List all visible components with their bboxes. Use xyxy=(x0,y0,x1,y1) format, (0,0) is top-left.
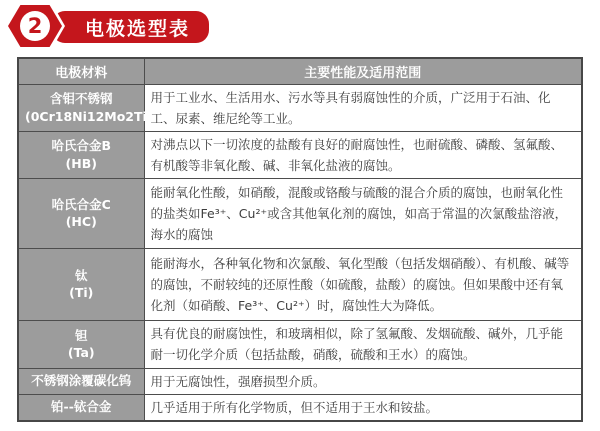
table-row xyxy=(18,84,582,131)
material-cell xyxy=(18,178,144,248)
table-header-row xyxy=(18,58,582,84)
section-title-pill xyxy=(52,11,209,43)
material-name: 钽 xyxy=(74,327,88,343)
material-code: (0Cr18Ni12Mo2Ti) xyxy=(25,108,153,124)
material-code: (Ta) xyxy=(67,345,95,360)
material-cell xyxy=(18,394,144,421)
description-cell: 用于无腐蚀性，强磨损型介质。 xyxy=(144,368,582,394)
material-cell xyxy=(18,131,144,178)
description-cell: 能耐海水，各种氧化物和次氯酸、氧化型酸（包括发烟硝酸）、有机酸、碱等的腐蚀，不耐较纯的还原性酸（如硫酸，盐酸）的腐蚀。但如果酸中还有氧化剂（如硝酸、Fe³⁺、Cu²⁺）时，腐蚀性大为降低。 xyxy=(144,248,582,320)
material-name: 哈氏合金B xyxy=(51,138,112,153)
badge-circle xyxy=(20,11,50,41)
material-name: 不锈钢涂覆碳化钨 xyxy=(31,373,132,389)
material-cell xyxy=(18,320,144,368)
section-title: 电极选型表 xyxy=(84,17,190,40)
table-row xyxy=(18,131,582,178)
material-code: (Ti) xyxy=(69,285,94,300)
column-header-performance: 主要性能及适用范围 xyxy=(144,58,582,84)
material-cell xyxy=(18,84,153,131)
material-name: 哈氏合金C xyxy=(51,196,111,212)
material-code: (HB) xyxy=(65,155,97,171)
description-cell: 几乎适用于所有化学物质，但不适用于王水和铵盐。 xyxy=(144,394,582,421)
material-cell xyxy=(18,248,144,320)
electrode-selection-table xyxy=(17,57,583,422)
description-cell: 用于工业水、生活用水、污水等具有弱腐蚀性的介质，广泛用于石油、化工、尿素、维尼纶等工业。 xyxy=(144,84,582,131)
material-name: 含钼不锈钢 xyxy=(49,91,113,106)
description-cell: 对沸点以下一切浓度的盐酸有良好的耐腐蚀性，也耐硫酸、磷酸、氢氟酸、有机酸等非氧化酸、碱、非氧化盐液的腐蚀。 xyxy=(144,131,582,178)
step-number-badge xyxy=(5,2,65,50)
material-cell xyxy=(18,368,144,394)
material-name: 钛 xyxy=(74,267,88,283)
description-cell: 能耐氧化性酸，如硝酸，混酸或铬酸与硫酸的混合介质的腐蚀，也耐氧化性的盐类如Fe³⁺、Cu²⁺或含其他氧化剂的腐蚀，如高于常温的次氯酸盐溶液，海水的腐蚀 xyxy=(144,178,582,248)
description-cell: 具有优良的耐腐蚀性，和玻璃相似，除了氢氟酸、发烟硫酸、碱外，几乎能耐一切化学介质（包括盐酸，硝酸，硫酸和王水）的腐蚀。 xyxy=(144,320,582,368)
badge-number: 2 xyxy=(27,13,43,38)
table-row xyxy=(18,248,582,320)
column-header-material: 电极材料 xyxy=(18,58,144,84)
material-name: 铂--铱合金 xyxy=(51,399,112,415)
table-row xyxy=(18,394,582,421)
table-row xyxy=(18,178,582,248)
table-row xyxy=(18,368,582,394)
table-row xyxy=(18,320,582,368)
material-code: (HC) xyxy=(65,214,97,229)
